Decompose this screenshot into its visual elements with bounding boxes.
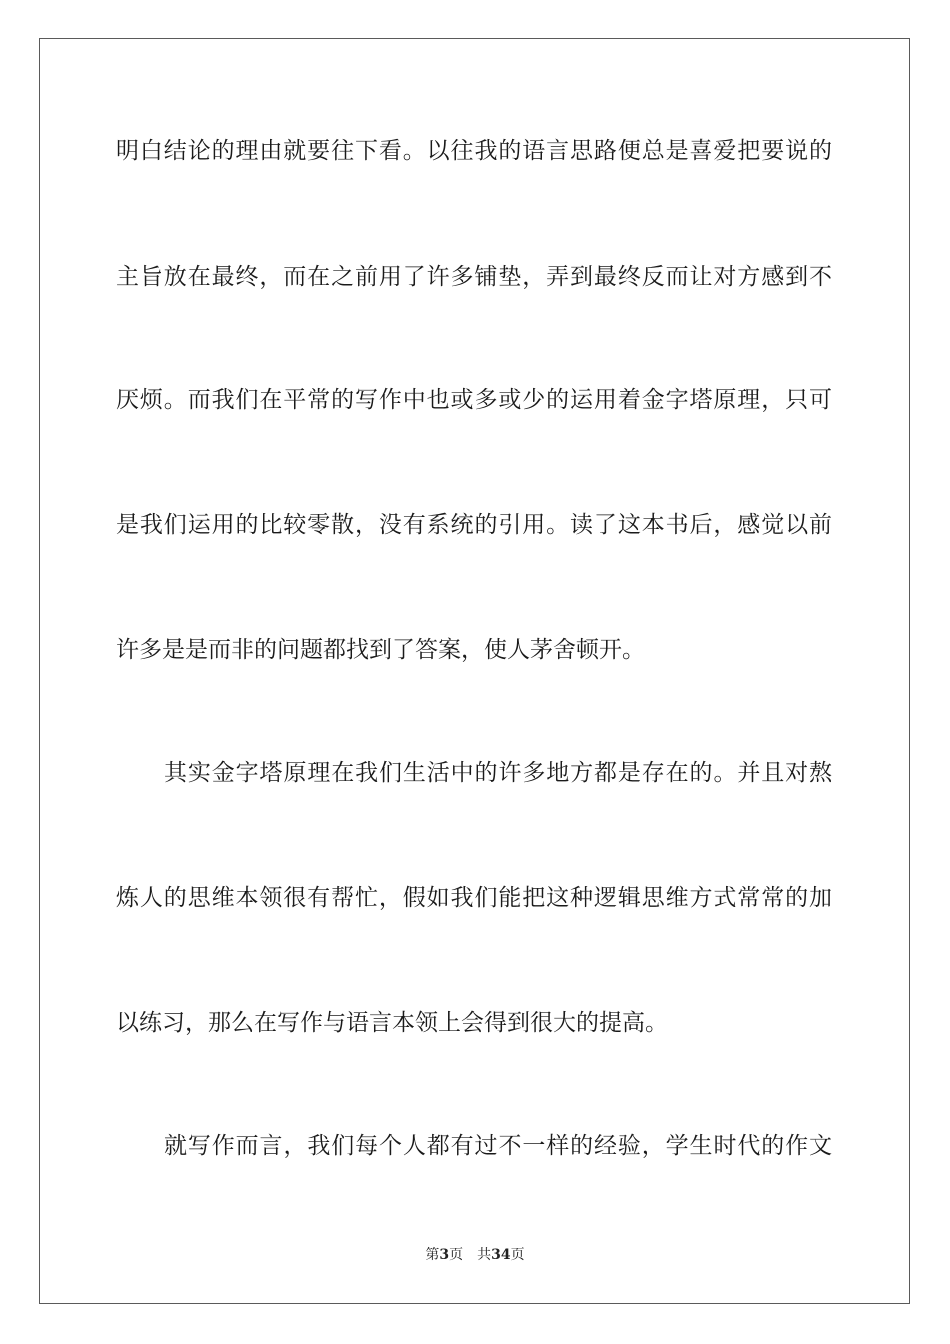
body-text-line-1: 明白结论的理由就要往下看。以往我的语言思路便总是喜爱把要说的: [116, 138, 832, 164]
footer-page-number: 3: [439, 1247, 450, 1263]
body-text-line-7: 炼人的思维本领很有帮忙，假如我们能把这种逻辑思维方式常常的加: [116, 885, 832, 911]
footer-total-pages: 34: [491, 1247, 511, 1263]
body-text-line-2: 主旨放在最终，而在之前用了许多铺垫，弄到最终反而让对方感到不: [116, 264, 832, 290]
footer-page-prefix: 第: [425, 1247, 440, 1263]
body-text-line-5: 许多是是而非的问题都找到了答案，使人茅舍顿开。: [116, 637, 645, 663]
body-text-line-4: 是我们运用的比较零散，没有系统的引用。读了这本书后，感觉以前: [116, 512, 832, 538]
footer-page-suffix: 页: [449, 1247, 464, 1263]
footer-total-suffix: 页: [510, 1247, 525, 1263]
page-border: [39, 38, 910, 1304]
body-text-line-9: 就写作而言，我们每个人都有过不一样的经验，学生时代的作文: [164, 1133, 832, 1159]
footer-total-prefix: 共: [477, 1247, 492, 1263]
body-text-line-3: 厌烦。而我们在平常的写作中也或多或少的运用着金字塔原理，只可: [116, 387, 832, 413]
body-text-line-6: 其实金字塔原理在我们生活中的许多地方都是存在的。并且对熬: [164, 760, 832, 786]
page-footer: [0, 1246, 950, 1264]
body-text-line-8: 以练习，那么在写作与语言本领上会得到很大的提高。: [116, 1010, 668, 1036]
